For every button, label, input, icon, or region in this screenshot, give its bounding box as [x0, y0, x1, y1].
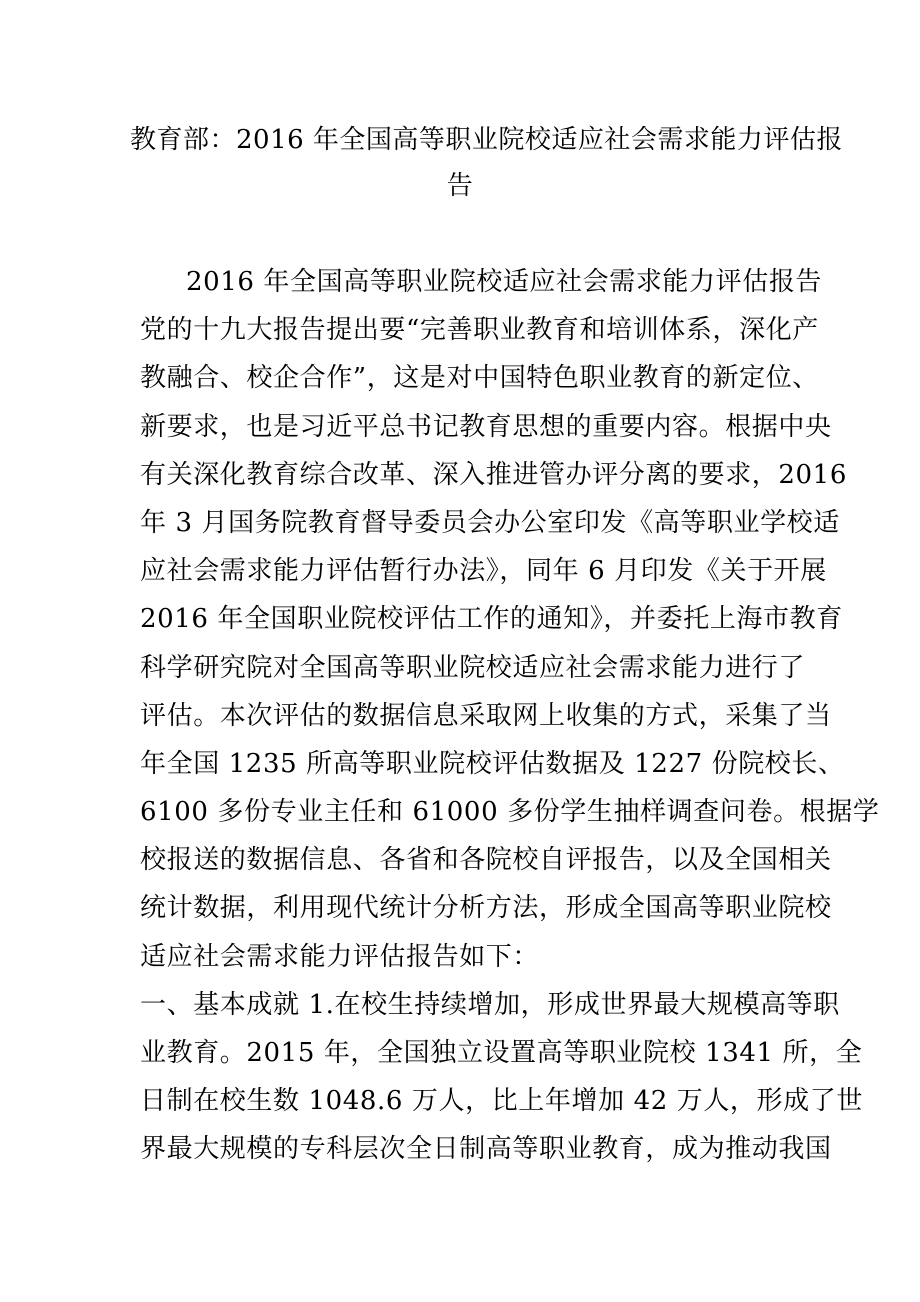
body-line-1: 2016 年全国高等职业院校适应社会需求能力评估报告 [186, 267, 823, 297]
title-line-2: 告 [446, 171, 474, 201]
body-line-7: 应社会需求能力评估暂行办法》，同年 6 月印发《关于开展 [140, 556, 827, 587]
document-body [140, 258, 880, 1174]
body-line-15: 适应社会需求能力评估报告如下： [140, 941, 540, 972]
body-line-16: 一、基本成就 1.在校生持续增加，形成世界最大规模高等职 [140, 989, 840, 1020]
body-line-2: 党的十九大报告提出要“完善职业教育和培训体系，深化产 [140, 315, 819, 346]
body-line-12: 6100 多份专业主任和 61000 多份学生抽样调查问卷。根据学 [140, 797, 880, 828]
body-line-11: 年全国 1235 所高等职业院校评估数据及 1227 份院校长、 [140, 748, 845, 779]
body-line-17: 业教育。2015 年，全国独立设置高等职业院校 1341 所，全 [140, 1038, 863, 1068]
body-line-3: 教融合、校企合作”，这是对中国特色职业教育的新定位、 [140, 363, 819, 394]
body-line-4: 新要求，也是习近平总书记教育思想的重要内容。根据中央 [140, 411, 832, 442]
body-line-9: 科学研究院对全国高等职业院校适应社会需求能力进行了 [140, 652, 806, 683]
body-line-18: 日制在校生数 1048.6 万人，比上年增加 42 万人，形成了世 [140, 1086, 863, 1117]
document-title [130, 117, 843, 209]
body-line-8: 2016 年全国职业院校评估工作的通知》，并委托上海市教育 [140, 604, 843, 635]
body-line-10: 评估。本次评估的数据信息采取网上收集的方式，采集了当 [140, 700, 832, 731]
body-line-19: 界最大规模的专科层次全日制高等职业教育，成为推动我国 [140, 1134, 832, 1165]
body-line-5: 有关深化教育综合改革、深入推进管办评分离的要求，2016 [140, 459, 847, 490]
body-line-6: 年 3 月国务院教育督导委员会办公室印发《高等职业学校适 [140, 507, 840, 538]
body-line-14: 统计数据，利用现代统计分析方法，形成全国高等职业院校 [140, 893, 832, 924]
title-line-1: 教育部：2016 年全国高等职业院校适应社会需求能力评估报 [130, 125, 843, 155]
body-line-13: 校报送的数据信息、各省和各院校自评报告，以及全国相关 [140, 845, 832, 876]
